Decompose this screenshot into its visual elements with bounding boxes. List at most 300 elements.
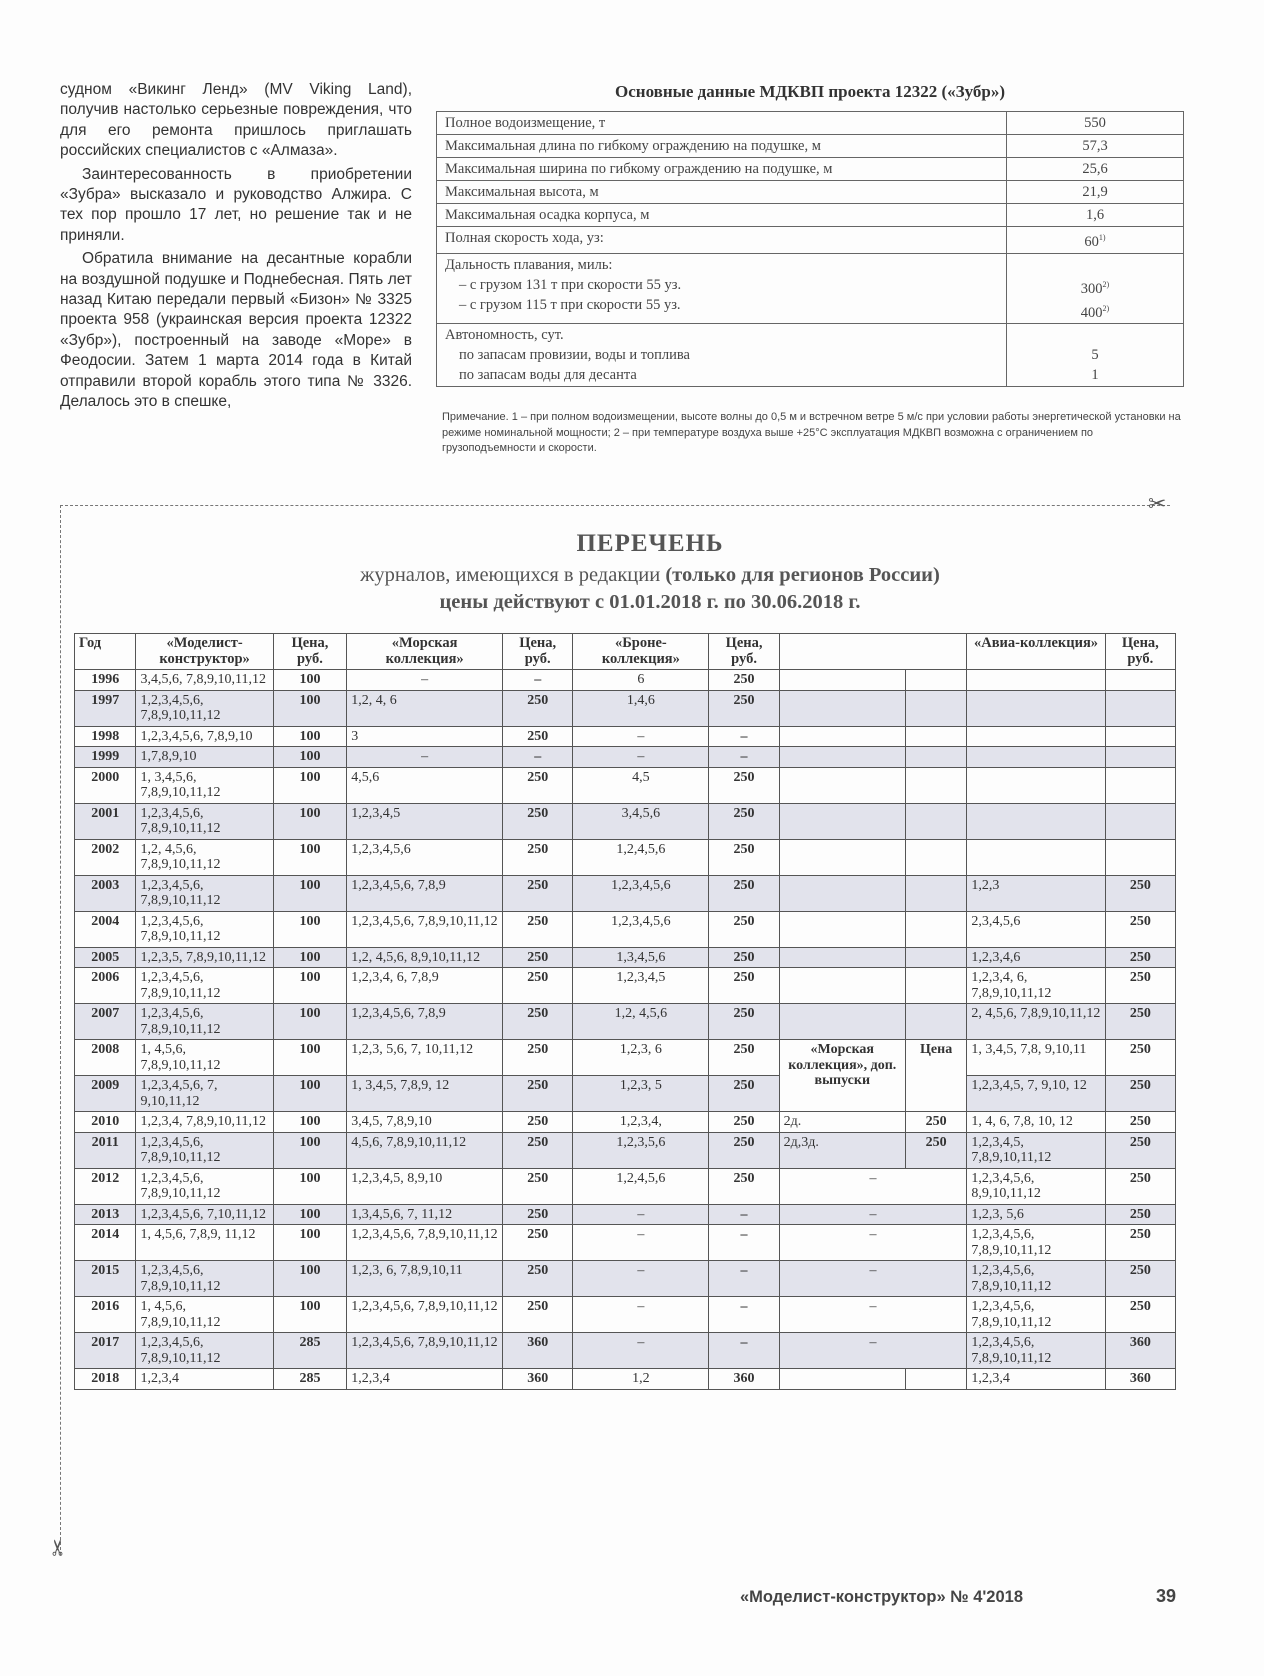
avia-price: 250 (1105, 1168, 1175, 1204)
spec-value (1007, 324, 1184, 387)
brone-price: – (709, 1333, 779, 1369)
year-cell: 1999 (75, 747, 136, 768)
avia-price: 250 (1105, 1225, 1175, 1261)
avia-issues: 1,2,3,4,5, 7, 9,10, 12 (967, 1076, 1105, 1112)
morskaya-price: 250 (503, 1168, 573, 1204)
spec-value (1007, 253, 1184, 324)
avia-price (1105, 726, 1175, 747)
mk-issues: 1,2,3,4,5,6, 7,8,9,10,11,12 (136, 1333, 273, 1369)
morskaya-issues: 1,2,3,4,5,6, 7,8,9,10,11,12 (347, 1333, 503, 1369)
header-year: Год (75, 634, 136, 670)
extra-empty (779, 911, 905, 947)
range-value1 (1015, 275, 1175, 299)
avia-price (1105, 747, 1175, 768)
mk-issues: 1,2,3,4,5,6, 7,10,11,12 (136, 1204, 273, 1225)
morskaya-issues: 3 (347, 726, 503, 747)
spec-row (437, 158, 1184, 181)
mk-issues: 1,2,3,4,5,6, 7,8,9,10,11,12 (136, 1261, 273, 1297)
table-header-row (75, 634, 1176, 670)
brone-price: – (709, 1204, 779, 1225)
extra-price: 250 (905, 1132, 966, 1168)
extra-empty (905, 1369, 966, 1390)
brone-issues: 1,2,3, 5 (573, 1076, 709, 1112)
avia-price (1105, 690, 1175, 726)
avia-price: 360 (1105, 1369, 1175, 1390)
morskaya-price: 250 (503, 1204, 573, 1225)
autonomy-label: Автономность, сут. (445, 327, 564, 344)
mk-issues: 1,2,3,4,5,6, 7,8,9,10,11,12 (136, 1132, 273, 1168)
spec-row (437, 135, 1184, 158)
avia-issues: 1, 4, 6, 7,8, 10, 12 (967, 1112, 1105, 1133)
brone-price: 250 (709, 839, 779, 875)
morskaya-issues: 1,2,3, 6, 7,8,9,10,11 (347, 1261, 503, 1297)
spec-value-number: 60 (1084, 233, 1099, 250)
table-row (75, 670, 1176, 691)
extra-empty (779, 947, 905, 968)
year-cell: 2014 (75, 1225, 136, 1261)
spec-row-autonomy (437, 324, 1184, 387)
brone-issues: – (573, 726, 709, 747)
morskaya-price: 250 (503, 1132, 573, 1168)
table-row (75, 1168, 1176, 1204)
range-value1-number: 300 (1080, 280, 1103, 297)
avia-issues (967, 839, 1105, 875)
avia-price: 250 (1105, 1132, 1175, 1168)
avia-price: 250 (1105, 1297, 1175, 1333)
morskaya-price: 250 (503, 947, 573, 968)
cut-line-horizontal (60, 505, 1170, 506)
autonomy-value1: 5 (1091, 347, 1099, 364)
mk-price: 100 (273, 1004, 347, 1040)
range-value2 (1015, 299, 1175, 323)
range-label: Дальность плавания, миль: (445, 256, 613, 273)
table-row (75, 839, 1176, 875)
extra-empty (779, 690, 905, 726)
avia-price: 250 (1105, 1040, 1175, 1076)
extra-empty (779, 670, 905, 691)
year-cell: 2000 (75, 767, 136, 803)
extra-issues: 2д. (779, 1112, 905, 1133)
mk-issues: 1,2,3,4,5,6, 7,8,9,10,11,12 (136, 1004, 273, 1040)
extra-empty (779, 747, 905, 768)
morskaya-issues: 1,2,3,4 (347, 1369, 503, 1390)
specs-title: Основные данные МДКВП проекта 12322 («Зубр») (615, 82, 1005, 101)
morskaya-issues: 1,2,3,4,5,6, 7,8,9,10,11,12 (347, 1297, 503, 1333)
brone-price: 250 (709, 1076, 779, 1112)
brone-issues: 1,2,4,5,6 (573, 839, 709, 875)
spec-label (437, 253, 1007, 324)
avia-issues: 1,2,3, 5,6 (967, 1204, 1105, 1225)
morskaya-issues: 1,3,4,5,6, 7, 11,12 (347, 1204, 503, 1225)
brone-price: – (709, 726, 779, 747)
avia-issues: 2,3,4,5,6 (967, 911, 1105, 947)
avia-issues: 1,2,3,4,5,6, 7,8,9,10,11,12 (967, 1297, 1105, 1333)
autonomy-value2: 1 (1091, 367, 1099, 384)
morskaya-price: 360 (503, 1333, 573, 1369)
morskaya-price: 250 (503, 1225, 573, 1261)
mk-price: 100 (273, 1168, 347, 1204)
header-brone: «Броне-коллекция» (573, 634, 709, 670)
year-cell: 2012 (75, 1168, 136, 1204)
year-cell: 2010 (75, 1112, 136, 1133)
morskaya-price: 250 (503, 875, 573, 911)
mk-price: 100 (273, 767, 347, 803)
table-row (75, 875, 1176, 911)
brone-issues: – (573, 1333, 709, 1369)
extra-issues: – (779, 1297, 967, 1333)
avia-price: 250 (1105, 911, 1175, 947)
avia-price: 250 (1105, 1112, 1175, 1133)
spec-value (1007, 158, 1184, 181)
spec-footnote: 1) (1098, 233, 1106, 242)
year-cell: 1996 (75, 670, 136, 691)
avia-issues (967, 726, 1105, 747)
extra-empty (905, 747, 966, 768)
specs-block (436, 82, 1184, 387)
avia-issues: 1, 3,4,5, 7,8, 9,10,11 (967, 1040, 1105, 1076)
extra-empty (779, 803, 905, 839)
brone-issues: 1,2 (573, 1369, 709, 1390)
brone-price: 250 (709, 911, 779, 947)
morskaya-price: – (503, 670, 573, 691)
morskaya-price: 250 (503, 767, 573, 803)
spec-label: Максимальная ширина по гибкому ограждению на подушке, м (437, 158, 1007, 181)
extra-empty (779, 839, 905, 875)
brone-price: 250 (709, 875, 779, 911)
morskaya-issues: – (347, 747, 503, 768)
morskaya-price: 250 (503, 968, 573, 1004)
extra-empty (905, 968, 966, 1004)
mk-price: 100 (273, 839, 347, 875)
year-cell: 2006 (75, 968, 136, 1004)
table-row (75, 1040, 1176, 1076)
morskaya-price: 250 (503, 839, 573, 875)
extra-empty (779, 1369, 905, 1390)
table-row (75, 747, 1176, 768)
spec-value-number: 21,9 (1082, 184, 1108, 200)
extra-empty (905, 690, 966, 726)
mk-price: 100 (273, 968, 347, 1004)
list-subtitle-plain: журналов, имеющихся в редакции (360, 564, 666, 586)
header-brone-price: Цена, руб. (709, 634, 779, 670)
mk-price: 100 (273, 803, 347, 839)
brone-price: 250 (709, 947, 779, 968)
mk-issues: 1, 4,5,6, 7,8,9, 11,12 (136, 1225, 273, 1261)
avia-price (1105, 803, 1175, 839)
morskaya-issues: 1,2,3,4,5 (347, 803, 503, 839)
range-value2-number: 400 (1080, 304, 1103, 321)
mk-issues: 1,2,3,4,5,6, 7,8,9,10,11,12 (136, 968, 273, 1004)
spec-label (437, 324, 1007, 387)
avia-issues: 1,2,3,4,5,6, 8,9,10,11,12 (967, 1168, 1105, 1204)
brone-price: 250 (709, 1132, 779, 1168)
table-row (75, 1112, 1176, 1133)
table-row (75, 1076, 1176, 1112)
table-row (75, 1261, 1176, 1297)
extra-issues: – (779, 1204, 967, 1225)
brone-issues: – (573, 1204, 709, 1225)
table-row (75, 767, 1176, 803)
brone-issues: 1,4,6 (573, 690, 709, 726)
brone-price: 250 (709, 767, 779, 803)
mk-price: 100 (273, 911, 347, 947)
morskaya-price: 250 (503, 690, 573, 726)
table-row (75, 911, 1176, 947)
page-number: 39 (1156, 1586, 1177, 1606)
spec-row (437, 227, 1184, 254)
year-cell: 2018 (75, 1369, 136, 1390)
brone-price: 250 (709, 1004, 779, 1040)
morskaya-price: 250 (503, 1261, 573, 1297)
avia-price: 250 (1105, 968, 1175, 1004)
avia-issues (967, 747, 1105, 768)
extra-issues: – (779, 1225, 967, 1261)
extra-empty (779, 968, 905, 1004)
morskaya-price: 250 (503, 911, 573, 947)
year-cell: 2017 (75, 1333, 136, 1369)
brone-issues: 1,2,3,4,5,6 (573, 875, 709, 911)
brone-issues: – (573, 747, 709, 768)
range-line2: – с грузом 115 т при скорости 55 уз. (459, 296, 681, 313)
mk-price: 100 (273, 1297, 347, 1333)
year-cell: 2008 (75, 1040, 136, 1076)
extra-empty (905, 911, 966, 947)
spec-value-number: 25,6 (1082, 161, 1108, 177)
brone-price: 250 (709, 1040, 779, 1076)
year-cell: 2005 (75, 947, 136, 968)
year-cell: 2007 (75, 1004, 136, 1040)
avia-issues: 1,2,3 (967, 875, 1105, 911)
brone-issues: 1,3,4,5,6 (573, 947, 709, 968)
extra-issues: 2д,3д. (779, 1132, 905, 1168)
brone-price: 250 (709, 803, 779, 839)
mk-price: 100 (273, 1204, 347, 1225)
table-row (75, 947, 1176, 968)
morskaya-issues: 1,2,3, 5,6, 7, 10,11,12 (347, 1040, 503, 1076)
brone-price: – (709, 1225, 779, 1261)
table-row (75, 1369, 1176, 1390)
mk-issues: 1,2,3,5, 7,8,9,10,11,12 (136, 947, 273, 968)
brone-issues: 4,5 (573, 767, 709, 803)
extra-empty (905, 670, 966, 691)
spec-row-range (437, 253, 1184, 324)
spec-value (1007, 135, 1184, 158)
avia-issues: 1,2,3,4,5,6, 7,8,9,10,11,12 (967, 1261, 1105, 1297)
brone-price: – (709, 1261, 779, 1297)
morskaya-issues: 1,2, 4,5,6, 8,9,10,11,12 (347, 947, 503, 968)
specs-note: Примечание. 1 – при полном водоизмещении, высоте волны до 0,5 м и встречном ветре 5 м/с при условии работы энергетической установки на режиме номинальной мощности; 2 – при температуре воздуха выше +25°С эксплуатация МДКВП возможна с ограничением по грузоподъемности и скорости. (442, 411, 1181, 454)
brone-price: 250 (709, 670, 779, 691)
range-line1: – с грузом 131 т при скорости 55 уз. (459, 276, 682, 293)
year-cell: 2003 (75, 875, 136, 911)
extra-empty (905, 803, 966, 839)
extra-issues: – (779, 1261, 967, 1297)
list-heading (60, 530, 1240, 614)
spec-value-number: 57,3 (1082, 138, 1108, 154)
mk-price: 100 (273, 690, 347, 726)
mk-issues: 1, 4,5,6, 7,8,9,10,11,12 (136, 1297, 273, 1333)
table-row (75, 726, 1176, 747)
table-row (75, 803, 1176, 839)
avia-issues: 2, 4,5,6, 7,8,9,10,11,12 (967, 1004, 1105, 1040)
spec-value (1007, 204, 1184, 227)
mk-issues: 1,2,3,4, 7,8,9,10,11,12 (136, 1112, 273, 1133)
year-cell: 2016 (75, 1297, 136, 1333)
brone-price: 250 (709, 968, 779, 1004)
brone-issues: 6 (573, 670, 709, 691)
mk-price: 100 (273, 1076, 347, 1112)
avia-issues (967, 670, 1105, 691)
year-cell: 2015 (75, 1261, 136, 1297)
specs-table (436, 111, 1184, 387)
mk-issues: 1,2,3,4,5,6, 7,8,9,10,11,12 (136, 690, 273, 726)
brone-price: – (709, 1297, 779, 1333)
mk-price: 100 (273, 1040, 347, 1076)
extra-empty (905, 726, 966, 747)
avia-issues: 1,2,3,4,5,6, 7,8,9,10,11,12 (967, 1225, 1105, 1261)
mk-issues: 1,2,3,4 (136, 1369, 273, 1390)
extra-issues: – (779, 1168, 967, 1204)
avia-price (1105, 839, 1175, 875)
year-cell: 1998 (75, 726, 136, 747)
morskaya-price: 250 (503, 1076, 573, 1112)
extra-empty (905, 1004, 966, 1040)
article-paragraph: Заинтересованность в приобретении «Зубра» высказало и руководство Алжира. С тех пор прошло 17 лет, но решение так и не приняли. (60, 165, 412, 244)
mk-issues: 1,2, 4,5,6, 7,8,9,10,11,12 (136, 839, 273, 875)
morskaya-price: 250 (503, 803, 573, 839)
morskaya-price: 250 (503, 1112, 573, 1133)
brone-price: 250 (709, 1168, 779, 1204)
list-subtitle-bold: (только для регионов России) (665, 564, 940, 586)
extra-empty (779, 875, 905, 911)
mk-price: 285 (273, 1369, 347, 1390)
autonomy-line1: по запасам провизии, воды и топлива (459, 347, 690, 364)
extra-header: «Морская коллекция», доп. выпуски (779, 1040, 905, 1112)
mk-price: 100 (273, 1225, 347, 1261)
table-row (75, 1333, 1176, 1369)
mk-price: 100 (273, 726, 347, 747)
table-row (75, 1004, 1176, 1040)
avia-price: 360 (1105, 1333, 1175, 1369)
extra-empty (905, 875, 966, 911)
spec-footnote: 2) (1102, 279, 1110, 289)
morskaya-issues: 1,2, 4, 6 (347, 690, 503, 726)
spec-row (437, 204, 1184, 227)
brone-issues: 1,2,3,5,6 (573, 1132, 709, 1168)
morskaya-issues: 1,2,3,4,5,6 (347, 839, 503, 875)
header-morskaya-price: Цена, руб. (503, 634, 573, 670)
article-paragraph: судном «Викинг Ленд» (MV Viking Land), получив настолько серьезные повреждения, что для его ремонта пришлось приглашать российских специалистов с «Алмаза». (60, 81, 412, 160)
year-cell: 2011 (75, 1132, 136, 1168)
avia-price: 250 (1105, 1204, 1175, 1225)
spec-row (437, 112, 1184, 135)
brone-price: 250 (709, 1112, 779, 1133)
brone-issues: – (573, 1297, 709, 1333)
brone-issues: 1,2,3, 6 (573, 1040, 709, 1076)
header-morskaya: «Морская коллекция» (347, 634, 503, 670)
avia-issues (967, 767, 1105, 803)
morskaya-issues: 4,5,6, 7,8,9,10,11,12 (347, 1132, 503, 1168)
avia-price (1105, 670, 1175, 691)
spec-row (437, 181, 1184, 204)
mk-issues: 1,2,3,4,5,6, 7,8,9,10 (136, 726, 273, 747)
morskaya-issues: 1, 3,4,5, 7,8,9, 12 (347, 1076, 503, 1112)
mk-price: 100 (273, 875, 347, 911)
morskaya-price: 250 (503, 1297, 573, 1333)
brone-price: – (709, 747, 779, 768)
mk-issues: 1,2,3,4,5,6, 7,8,9,10,11,12 (136, 1168, 273, 1204)
mk-issues: 1,2,3,4,5,6, 7,8,9,10,11,12 (136, 803, 273, 839)
morskaya-issues: 1,2,3,4,5, 8,9,10 (347, 1168, 503, 1204)
table-row (75, 968, 1176, 1004)
autonomy-line2: по запасам воды для десанта (459, 367, 637, 384)
extra-price: 250 (905, 1112, 966, 1133)
header-avia-price: Цена, руб. (1105, 634, 1175, 670)
mk-price: 100 (273, 747, 347, 768)
list-title: ПЕРЕЧЕНЬ (576, 530, 724, 557)
list-dates: цены действуют с 01.01.2018 г. по 30.06.2018 г. (439, 591, 861, 613)
extra-empty (905, 767, 966, 803)
avia-price: 250 (1105, 1076, 1175, 1112)
avia-issues: 1,2,3,4,5,6, 7,8,9,10,11,12 (967, 1333, 1105, 1369)
morskaya-price: 250 (503, 1040, 573, 1076)
year-cell: 2009 (75, 1076, 136, 1112)
avia-price (1105, 767, 1175, 803)
morskaya-price: 360 (503, 1369, 573, 1390)
year-cell: 2004 (75, 911, 136, 947)
avia-price: 250 (1105, 1261, 1175, 1297)
spec-value-number: 1,6 (1085, 207, 1105, 223)
mk-issues: 1,2,3,4,5,6, 7, 9,10,11,12 (136, 1076, 273, 1112)
mk-issues: 3,4,5,6, 7,8,9,10,11,12 (136, 670, 273, 691)
mk-price: 100 (273, 1261, 347, 1297)
brone-issues: 3,4,5,6 (573, 803, 709, 839)
header-mk-price: Цена, руб. (273, 634, 347, 670)
magazines-table (74, 633, 1176, 1390)
header-mk: «Моделист-конструктор» (136, 634, 273, 670)
footer-journal: «Моделист-конструктор» № 4'2018 (740, 1588, 1024, 1606)
avia-issues: 1,2,3,4,6 (967, 947, 1105, 968)
year-cell: 2013 (75, 1204, 136, 1225)
table-row (75, 1225, 1176, 1261)
cut-line-vertical (60, 505, 61, 1555)
brone-issues: 1,2,3,4, (573, 1112, 709, 1133)
spec-label: Максимальная длина по гибкому ограждению на подушке, м (437, 135, 1007, 158)
scissors-icon: ✂ (1148, 492, 1167, 517)
mk-issues: 1,7,8,9,10 (136, 747, 273, 768)
extra-empty (905, 839, 966, 875)
morskaya-issues: 1,2,3,4, 6, 7,8,9 (347, 968, 503, 1004)
article-text (60, 80, 412, 413)
spec-value (1007, 227, 1184, 254)
brone-price: 360 (709, 1369, 779, 1390)
extra-price-header: Цена (905, 1040, 966, 1112)
avia-price: 250 (1105, 1004, 1175, 1040)
extra-issues: – (779, 1333, 967, 1369)
brone-issues: 1,2,3,4,5 (573, 968, 709, 1004)
spec-value (1007, 112, 1184, 135)
morskaya-price: 250 (503, 1004, 573, 1040)
mk-price: 285 (273, 1333, 347, 1369)
morskaya-issues: 1,2,3,4,5,6, 7,8,9,10,11,12 (347, 1225, 503, 1261)
morskaya-price: – (503, 747, 573, 768)
table-row (75, 690, 1176, 726)
mk-issues: 1,2,3,4,5,6, 7,8,9,10,11,12 (136, 875, 273, 911)
brone-issues: – (573, 1225, 709, 1261)
year-cell: 2001 (75, 803, 136, 839)
morskaya-issues: 1,2,3,4,5,6, 7,8,9,10,11,12 (347, 911, 503, 947)
mk-price: 100 (273, 670, 347, 691)
